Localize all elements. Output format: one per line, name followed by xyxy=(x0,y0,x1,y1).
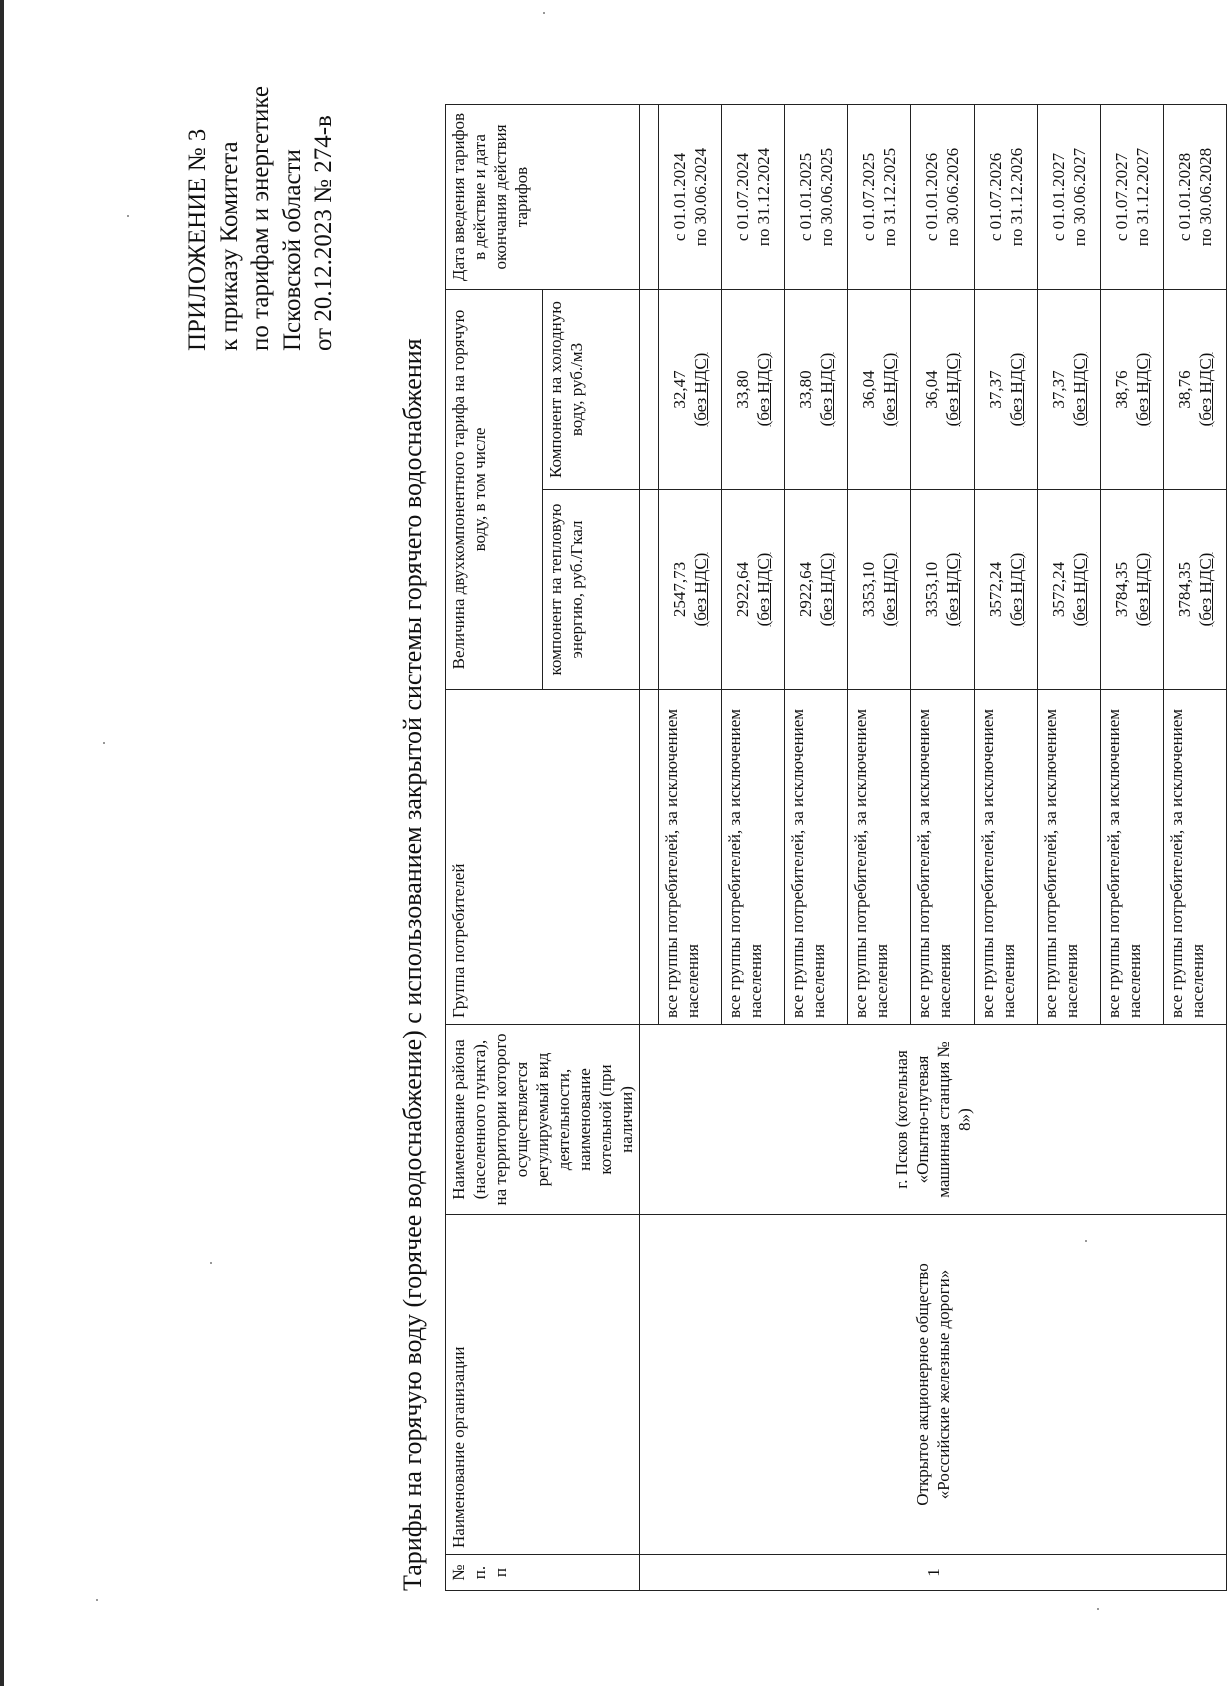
date-to: по 31.12.2024 xyxy=(754,147,774,247)
date-from: с 01.01.2028 xyxy=(1174,152,1194,242)
heat-cell xyxy=(1037,490,1100,690)
heat-value: 3784,35 xyxy=(1174,561,1194,618)
nds-note: (без НДС) xyxy=(1132,552,1152,627)
cold-cell xyxy=(659,290,722,490)
group-cell: все группы потребителей, за исключением населения xyxy=(659,690,722,1025)
nds-note: (без НДС) xyxy=(754,352,774,427)
date-to: по 31.12.2026 xyxy=(1006,147,1026,247)
nds-note: (без НДС) xyxy=(1006,352,1026,427)
header-district: Наименование района (населенного пункта), на территории которого осуществляется регулируемый вид деятельности, наименование котельной (при наличии) xyxy=(446,1025,640,1215)
header-num: № п. п xyxy=(446,1555,640,1591)
nds-note: (без НДС) xyxy=(817,552,837,627)
heat-value: 3353,10 xyxy=(922,561,942,618)
date-cell xyxy=(974,105,1037,290)
heat-value: 2922,64 xyxy=(733,561,753,618)
heat-value: 3353,10 xyxy=(859,561,879,618)
tariff-table xyxy=(445,104,1227,1591)
cold-value: 37,37 xyxy=(985,370,1005,409)
cold-cell xyxy=(785,290,848,490)
heat-cell xyxy=(848,490,911,690)
header-heat: компонент на тепловую энергию, руб./Гкал xyxy=(543,490,640,690)
heat-cell xyxy=(722,490,785,690)
cold-cell xyxy=(848,290,911,490)
heat-value: 2547,73 xyxy=(670,561,690,618)
cold-value: 33,80 xyxy=(796,370,816,409)
appendix-line: к приказу Комитета xyxy=(215,141,243,351)
nds-note: (без НДС) xyxy=(1006,552,1026,627)
heat-value: 2922,64 xyxy=(796,561,816,618)
date-from: с 01.07.2024 xyxy=(733,152,753,242)
date-from: с 01.07.2025 xyxy=(859,152,879,242)
district-name: г. Псков (котельная «Опытно-путевая машинная станция № 8») xyxy=(640,1025,1227,1215)
appendix-line: по тарифам и энергетике xyxy=(247,86,274,351)
heat-value: 3572,24 xyxy=(1048,561,1068,618)
date-cell xyxy=(722,105,785,290)
nds-note: (без НДС) xyxy=(1069,552,1089,627)
date-to: по 30.06.2028 xyxy=(1195,147,1215,247)
cold-value: 38,76 xyxy=(1174,370,1194,409)
date-to: по 31.12.2025 xyxy=(880,147,900,247)
date-cell xyxy=(911,105,974,290)
date-to: по 31.12.2027 xyxy=(1132,147,1152,247)
nds-note: (без НДС) xyxy=(880,352,900,427)
cold-cell xyxy=(1037,290,1100,490)
nds-note: (без НДС) xyxy=(691,352,711,427)
date-to: по 30.06.2025 xyxy=(817,147,837,247)
group-cell: все группы потребителей, за исключением населения xyxy=(1100,690,1163,1025)
group-cell: все группы потребителей, за исключением населения xyxy=(974,690,1037,1025)
group-cell: все группы потребителей, за исключением населения xyxy=(1163,690,1226,1025)
date-from: с 01.01.2024 xyxy=(670,152,690,242)
date-from: с 01.07.2026 xyxy=(985,152,1005,242)
group-cell: все группы потребителей, за исключением населения xyxy=(848,690,911,1025)
header-org: Наименование организации xyxy=(446,1215,640,1555)
cold-cell xyxy=(1100,290,1163,490)
date-from: с 01.01.2026 xyxy=(922,152,942,242)
date-to: по 30.06.2024 xyxy=(691,147,711,247)
date-from: с 01.07.2027 xyxy=(1111,152,1131,242)
document-title: Тарифы на горячую воду (горячее водоснабжение) с использованием закрытой системы горячего водоснабжения xyxy=(398,338,427,1591)
row-number: 1 xyxy=(640,1555,1227,1591)
nds-note: (без НДС) xyxy=(1132,352,1152,427)
nds-note: (без НДС) xyxy=(943,552,963,627)
nds-note: (без НДС) xyxy=(754,552,774,627)
nds-note: (без НДС) xyxy=(1069,352,1089,427)
cold-value: 36,04 xyxy=(859,370,879,409)
cold-cell xyxy=(722,290,785,490)
date-from: с 01.01.2027 xyxy=(1048,152,1068,242)
date-cell xyxy=(659,105,722,290)
date-to: по 30.06.2027 xyxy=(1069,147,1089,247)
cold-value: 36,04 xyxy=(922,370,942,409)
heat-cell xyxy=(785,490,848,690)
group-cell: все группы потребителей, за исключением населения xyxy=(911,690,974,1025)
cold-value: 33,80 xyxy=(733,370,753,409)
date-from: с 01.01.2025 xyxy=(796,152,816,242)
group-cell: все группы потребителей, за исключением населения xyxy=(1037,690,1100,1025)
nds-note: (без НДС) xyxy=(691,552,711,627)
heat-value: 3784,35 xyxy=(1111,561,1131,618)
date-to: по 30.06.2026 xyxy=(943,147,963,247)
cold-cell xyxy=(1163,290,1226,490)
org-name: Открытое акционерное общество «Российские железные дороги» xyxy=(640,1215,1227,1555)
date-cell xyxy=(1037,105,1100,290)
nds-note: (без НДС) xyxy=(817,352,837,427)
header-tariff: Величина двухкомпонентного тарифа на горячую воду, в том числе xyxy=(446,290,543,690)
cold-cell xyxy=(974,290,1037,490)
nds-note: (без НДС) xyxy=(943,352,963,427)
date-cell xyxy=(1163,105,1226,290)
table-spacer-row xyxy=(640,105,659,1591)
appendix-line: от 20.12.2023 № 274-в xyxy=(310,115,337,351)
cold-value: 32,47 xyxy=(670,370,690,409)
header-cold: Компонент на холодную воду, руб./м3 xyxy=(543,290,640,490)
cold-value: 38,76 xyxy=(1111,370,1131,409)
date-cell xyxy=(785,105,848,290)
cold-cell xyxy=(911,290,974,490)
heat-cell xyxy=(974,490,1037,690)
nds-note: (без НДС) xyxy=(1195,352,1215,427)
heat-value: 3572,24 xyxy=(985,561,1005,618)
appendix-line: Псковской области xyxy=(278,149,306,351)
nds-note: (без НДС) xyxy=(880,552,900,627)
nds-note: (без НДС) xyxy=(1195,552,1215,627)
header-group: Группа потребителей xyxy=(446,690,640,1025)
group-cell: все группы потребителей, за исключением населения xyxy=(785,690,848,1025)
heat-cell xyxy=(1100,490,1163,690)
cold-value: 37,37 xyxy=(1048,370,1068,409)
date-cell xyxy=(848,105,911,290)
heat-cell xyxy=(1163,490,1226,690)
heat-cell xyxy=(659,490,722,690)
date-cell xyxy=(1100,105,1163,290)
heat-cell xyxy=(911,490,974,690)
header-dates: Дата введения тарифов в действие и дата окончания действия тарифов xyxy=(446,105,640,290)
appendix-line: ПРИЛОЖЕНИЕ № 3 xyxy=(184,128,211,351)
group-cell: все группы потребителей, за исключением населения xyxy=(722,690,785,1025)
appendix-header xyxy=(182,21,340,351)
